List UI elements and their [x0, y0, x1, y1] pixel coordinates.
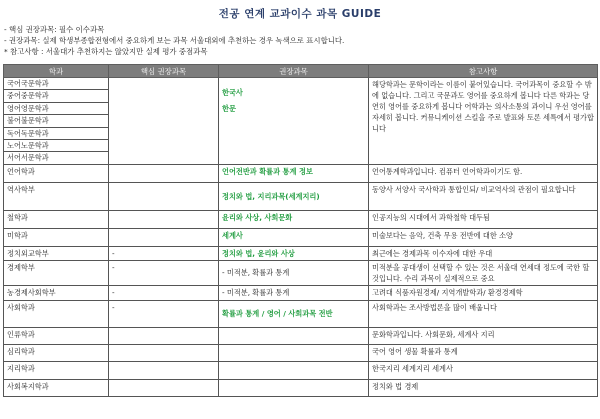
- table-row: [4, 361, 598, 379]
- recommended-subject: 한국사: [222, 88, 243, 97]
- core-subject-cell: -: [109, 285, 219, 300]
- dept-name: 역사학부: [4, 182, 109, 210]
- recommended-subject-cell: 확률과 통계 / 영어 / 사회과목 전반: [219, 300, 369, 327]
- remark-cell: 미술보다는 음악, 건축 무용 전반에 대한 소양: [369, 228, 598, 246]
- table-row: [4, 210, 598, 228]
- page-title: 전공 연계 교과이수 과목 GUIDE: [218, 8, 382, 20]
- header-remark: 참고사항: [369, 65, 598, 78]
- header-dept: 학과: [4, 65, 109, 78]
- table-row: [4, 78, 598, 165]
- recommended-subject: 한문: [222, 104, 236, 113]
- recommended-subject-cell: - 미적분, 확률과 통계: [219, 260, 369, 285]
- dept-name: 인류학과: [4, 327, 109, 344]
- remark-cell: 최근에는 경제과목 이수자에 대한 우대: [369, 246, 598, 260]
- dept-name: 철학과: [4, 210, 109, 228]
- table-row: [4, 260, 598, 285]
- core-subject-cell: [109, 210, 219, 228]
- recommended-subject-cell: [219, 379, 369, 396]
- dept-name: 미학과: [4, 228, 109, 246]
- remark-cell: 한국지리 세계지리 세계사: [369, 361, 598, 379]
- notes: [4, 24, 596, 57]
- table-row: [4, 344, 598, 361]
- dept-name: 지리학과: [4, 361, 109, 379]
- core-subject-cell: [109, 361, 219, 379]
- table-row: [4, 182, 598, 210]
- dept-name: 사회학과: [4, 300, 109, 327]
- dept-cell: [4, 78, 109, 165]
- remark-cell: 정치와 법 경제: [369, 379, 598, 396]
- table-row: [4, 379, 598, 396]
- dept-name: 중어중문학과: [4, 90, 108, 102]
- header-recommended: 권장과목: [219, 65, 369, 78]
- table-row: [4, 246, 598, 260]
- dept-name: 사회복지학과: [4, 379, 109, 396]
- dept-name: 국어국문학과: [4, 78, 108, 90]
- recommended-subject-cell: [219, 361, 369, 379]
- recommended-subject-cell: 정치와 법, 지리과목(세계지리): [219, 182, 369, 210]
- dept-name: 경제학부: [4, 260, 109, 285]
- recommended-subject-cell: [219, 78, 369, 165]
- remark-cell: 인공지능의 시대에서 과학철학 대두됨: [369, 210, 598, 228]
- dept-name: 언어학과: [4, 164, 109, 182]
- dept-name: 심리학과: [4, 344, 109, 361]
- core-subject-cell: [109, 164, 219, 182]
- table-row: [4, 300, 598, 327]
- remark-cell: 문화학과입니다. 사회문화, 세계사 지리: [369, 327, 598, 344]
- remark-cell: 미적분을 공대생이 선택할 수 있는 것은 서울대 연세대 정도에 국한 할 것입니다. 수리 과목이 실제적으로 중요: [369, 260, 598, 285]
- core-subject-cell: -: [109, 260, 219, 285]
- note-reference: * 참고사항 : 서울대가 추천하지는 않았지만 실제 평가 중점과목: [4, 47, 208, 56]
- remark-cell: 언어통계학과입니다. 컴퓨터 언어학과이기도 함.: [369, 164, 598, 182]
- table-header-row: [4, 65, 598, 78]
- recommended-subject-cell: 세계사: [219, 228, 369, 246]
- table-row: [4, 285, 598, 300]
- recommended-subject-cell: [219, 344, 369, 361]
- remark-cell: 동양사 서양사 국사학과 통합인되/ 비교역사의 관점이 필요합니다: [369, 182, 598, 210]
- table-body: [4, 78, 598, 397]
- note-recommended: - 권장과목: 실제 학생부종합전형에서 중요하게 보는 과목 서울대외에 추천하는 경우 녹색으로 표시합니다.: [4, 36, 345, 45]
- dept-name: 정치외교학부: [4, 246, 109, 260]
- core-subject-cell: [109, 182, 219, 210]
- dept-name: 서어서문학과: [7, 153, 49, 163]
- remark-cell: 국어 영어 생물 확률과 통계: [369, 344, 598, 361]
- core-subject-cell: [109, 344, 219, 361]
- recommended-subject-cell: 정치와 법, 윤리와 사상: [219, 246, 369, 260]
- remark-cell: 사회학과는 조사방법론을 많이 배웁니다: [369, 300, 598, 327]
- header-core: 핵심 권장과목: [109, 65, 219, 78]
- dept-name: 영어영문학과: [4, 103, 108, 115]
- recommended-subject-cell: - 미적분, 확률과 통계: [219, 285, 369, 300]
- core-subject-cell: [109, 78, 219, 165]
- table-row: [4, 164, 598, 182]
- dept-name: 농경제사회학부: [4, 285, 109, 300]
- dept-name: 불어불문학과: [4, 115, 108, 127]
- table-row: [4, 228, 598, 246]
- remark-cell: 고려대 식품자원경제/ 지역개발학과/ 환경경제학: [369, 285, 598, 300]
- core-subject-cell: [109, 228, 219, 246]
- remark-cell: 해당학과는 문학이라는 이름이 붙어있습니다. 국어과목이 중요할 수 밖에 없습니다. 그리고 국문과도 영어를 중요하게 봅니다 다른 학과는 당연히 영어를 중요하게 봅니다 어학과는 의사소통의 과이니 우선 영어를 자세히 봅니다. 커뮤니케이션 스킬을 주로 발표와 토론 세특에서 평가합니다: [369, 78, 598, 165]
- note-core: - 핵심 권장과목: 필수 이수과목: [4, 25, 105, 34]
- core-subject-cell: [109, 327, 219, 344]
- core-subject-cell: [109, 379, 219, 396]
- dept-name: 독어독문학과: [4, 128, 108, 140]
- core-subject-cell: -: [109, 246, 219, 260]
- recommended-subject-cell: 윤리와 사상, 사회문화: [219, 210, 369, 228]
- table-row: [4, 327, 598, 344]
- recommended-subject-cell: [219, 327, 369, 344]
- dept-name: 노어노문학과: [4, 140, 108, 152]
- recommended-subject-cell: 언어전반과 확률과 통계 정보: [219, 164, 369, 182]
- guide-table: [3, 64, 598, 397]
- core-subject-cell: -: [109, 300, 219, 327]
